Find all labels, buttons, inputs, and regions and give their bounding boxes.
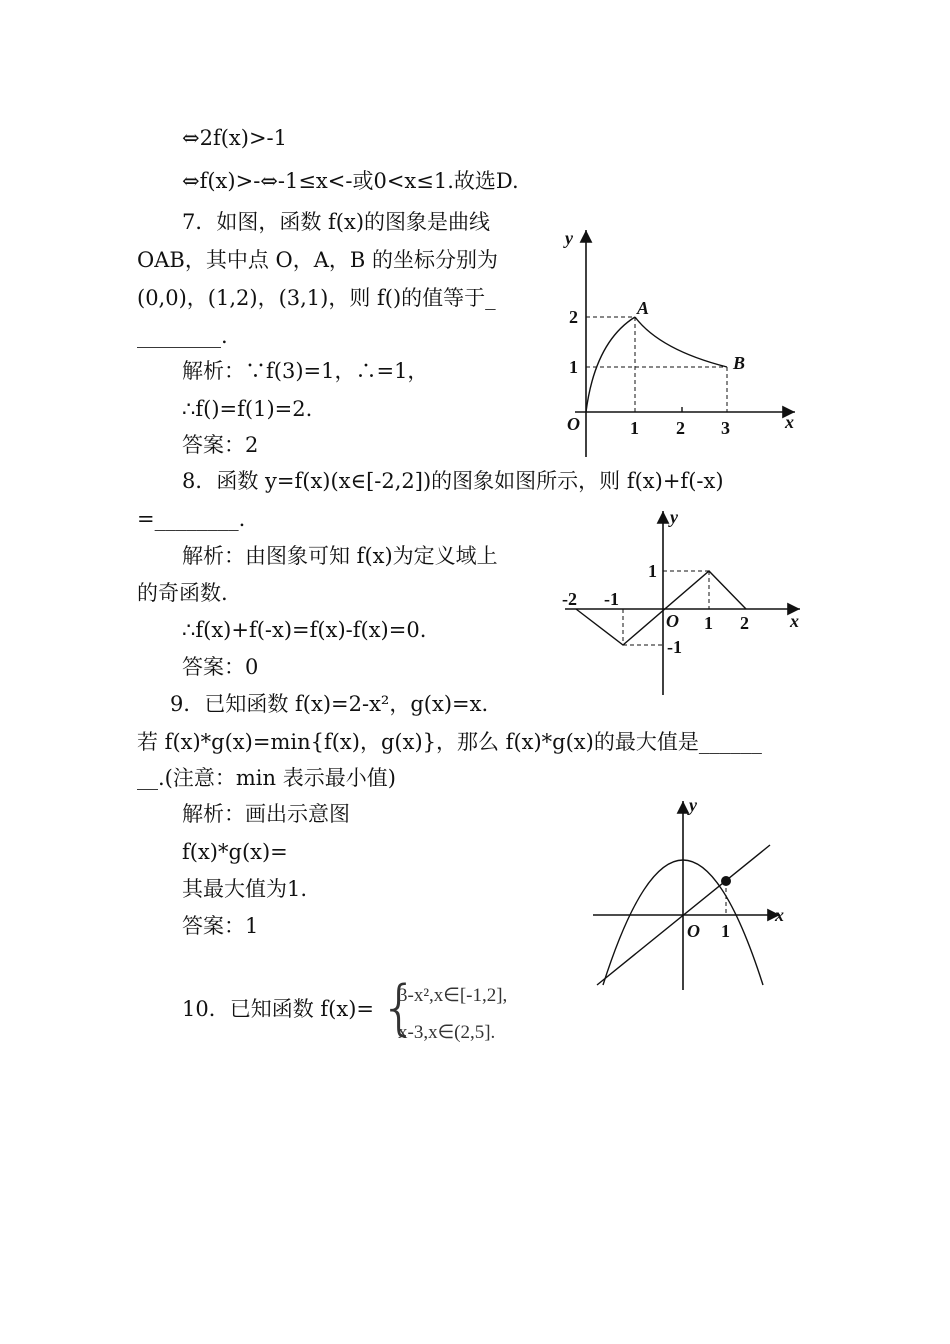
question-10-line: 10．已知函数 f(x)=: [182, 997, 374, 1021]
point-a-label: A: [637, 298, 650, 318]
question-9-answer: 答案：1: [182, 914, 259, 938]
point-b-label: B: [733, 353, 746, 373]
y-tick-1: 1: [569, 357, 578, 377]
question-7-analysis-2: ∴f()=f(1)=2.: [182, 397, 313, 421]
x-tick-neg2: -2: [562, 589, 577, 609]
x-tick-2: 2: [676, 418, 685, 438]
question-9-line-3: __.(注意：min 表示最小值): [137, 766, 396, 790]
question-8-analysis-2: 的奇函数.: [137, 581, 228, 605]
y-tick-1: 1: [648, 561, 657, 581]
piecewise-curve: [576, 571, 746, 645]
question-8-answer: 答案：0: [182, 655, 259, 679]
x-label: x: [785, 412, 794, 432]
question-9-analysis-3: 其最大值为1.: [182, 877, 308, 901]
question-8-line-2: =________.: [137, 507, 246, 531]
curve-ab: [635, 317, 727, 367]
piecewise-case-1: 3-x²,x∈[-1,2],: [398, 985, 508, 1006]
question-7-line-2: OAB，其中点 O，A，B 的坐标分别为: [137, 248, 498, 272]
piecewise-case-2: x-3,x∈(2,5].: [398, 1022, 496, 1043]
question-7-line-3: (0,0)，(1,2)，(3,1)，则 f()的值等于_: [137, 286, 496, 310]
question-7-line-4: ________.: [137, 324, 228, 348]
x-tick-1: 1: [721, 921, 730, 941]
origin-label: O: [687, 921, 700, 941]
question-8-analysis-3: ∴f(x)+f(-x)=f(x)-f(x)=0.: [182, 618, 427, 642]
y-label: y: [565, 228, 573, 248]
question-8-analysis: 解析：由图象可知 f(x)为定义域上: [182, 544, 498, 568]
figure-8-graph: [560, 505, 810, 700]
x-label: x: [775, 905, 784, 925]
y-label: y: [670, 507, 678, 527]
solution-line-2: ⇔f(x)>-⇔-1≤x<-或0<x≤1.故选D.: [182, 169, 519, 193]
x-tick-neg1: -1: [604, 589, 619, 609]
curve-oa: [586, 317, 635, 412]
origin-label: O: [567, 414, 580, 434]
question-7-answer: 答案：2: [182, 433, 259, 457]
x-tick-3: 3: [721, 418, 730, 438]
x-label: x: [790, 611, 799, 631]
x-tick-2: 2: [740, 613, 749, 633]
question-9-analysis: 解析：画出示意图: [182, 802, 350, 826]
piecewise-brace: {: [380, 973, 419, 1043]
intersection-point: [721, 876, 731, 886]
x-tick-1: 1: [704, 613, 713, 633]
figure-7-graph: [555, 222, 805, 462]
origin-label: O: [666, 611, 679, 631]
question-9-line-2: 若 f(x)*g(x)=min{f(x)，g(x)}，那么 f(x)*g(x)的最大值是______: [137, 730, 762, 754]
y-label: y: [689, 795, 697, 815]
y-tick-neg1: -1: [667, 637, 682, 657]
solution-line-1: ⇔2f(x)>-1: [182, 126, 288, 150]
question-7-analysis: 解析：∵f(3)=1，∴=1，: [182, 359, 429, 383]
question-7-line-1: 7．如图，函数 f(x)的图象是曲线: [182, 210, 491, 234]
question-8-line-1: 8．函数 y=f(x)(x∈[-2,2])的图象如图所示，则 f(x)+f(-x): [182, 469, 724, 493]
figure-9-graph: [585, 795, 795, 995]
y-tick-2: 2: [569, 307, 578, 327]
question-9-line-1: 9．已知函数 f(x)=2-x²，g(x)=x.: [170, 692, 489, 716]
question-9-analysis-2: f(x)*g(x)=: [182, 840, 288, 864]
x-tick-1: 1: [630, 418, 639, 438]
